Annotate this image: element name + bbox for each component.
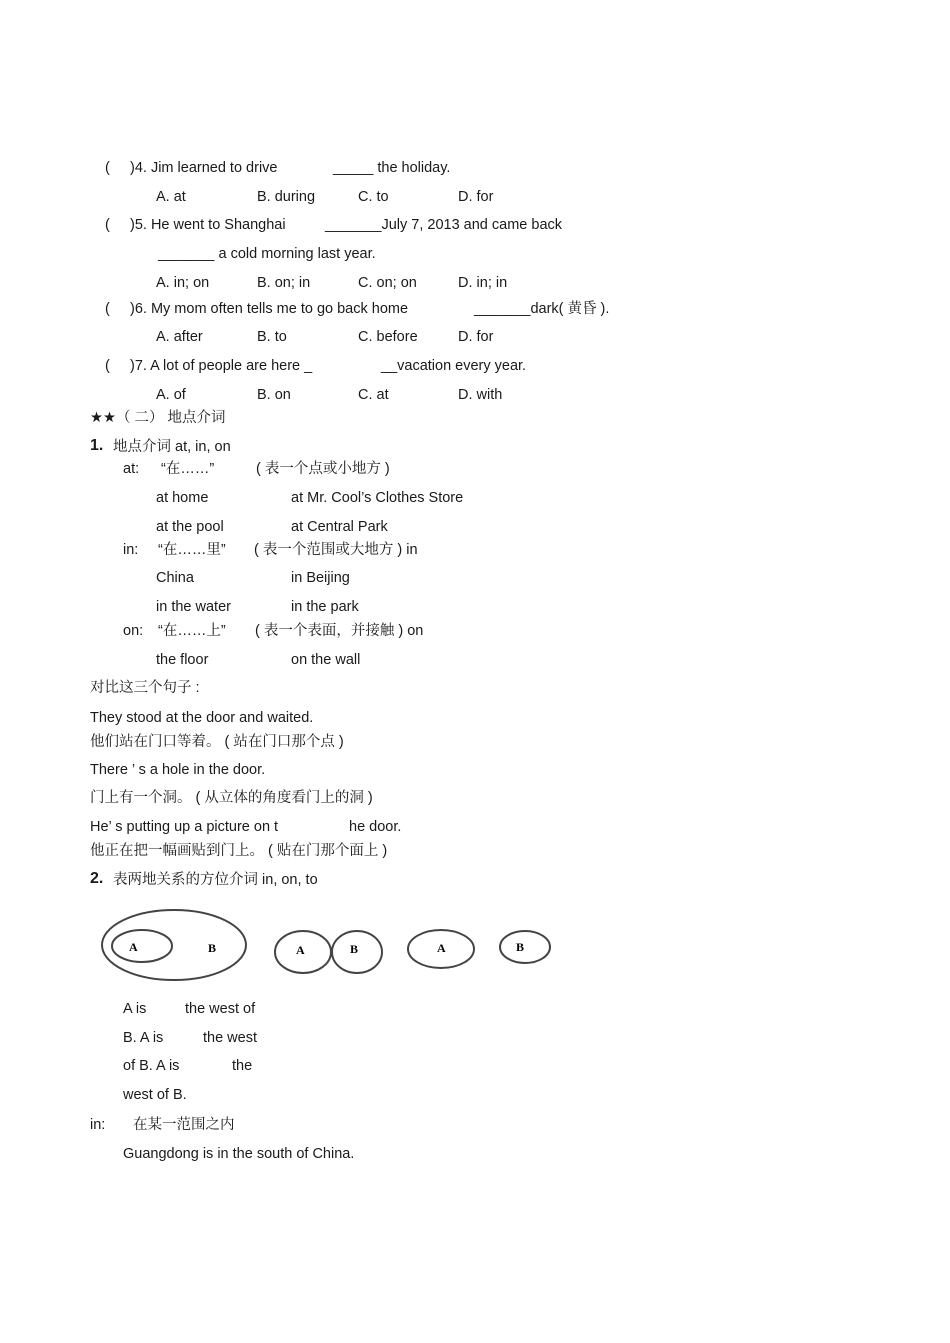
q4-stem: )4. Jim learned to drive [130, 160, 278, 176]
sentence-1-translation: 他们站在门口等着。 ( 站在门口那个点 ) [90, 734, 344, 750]
point2-title: 表两地关系的方位介词 in, on, to [113, 872, 318, 888]
diagram-to [408, 930, 550, 968]
q4-option-c: C. to [358, 189, 389, 205]
q5-stem-blank: _______July 7, 2013 and came back [325, 217, 563, 233]
q5-option-a: A. in; on [156, 275, 210, 291]
q4-stem-blank: _____ the holiday. [333, 160, 451, 176]
outer-ellipse-b [102, 910, 246, 980]
label-a: A [129, 940, 138, 954]
diagram-on [275, 931, 382, 973]
label-b: B [350, 942, 359, 956]
at-example-1a: at home [156, 490, 209, 506]
on-example-1b: on the wall [291, 652, 361, 668]
sentence-2-translation: 门上有一个洞。 ( 从立体的角度看门上的洞 ) [90, 790, 373, 806]
label-b: B [208, 941, 217, 955]
q5-option-c: C. on; on [358, 275, 417, 291]
q6-stem-blank: _______dark( 黄昏 ). [474, 301, 610, 317]
sentence-3-part2: he door. [349, 819, 402, 835]
q5-option-d: D. in; in [458, 275, 508, 291]
on-note: ( 表一个表面，并接触 ) on [255, 623, 424, 639]
q5-option-b: B. on; in [257, 275, 311, 291]
point2-number: 2. [90, 870, 104, 887]
sentence-2: There ’ s a hole in the door. [90, 762, 266, 778]
sentence-3-translation: 他正在把一幅画贴到门上。 ( 贴在门那个面上 ) [90, 843, 388, 859]
wrap-line-1b: the west of [185, 1001, 256, 1017]
in-def-label: in: [90, 1117, 106, 1133]
q7-option-a: A. of [156, 387, 186, 403]
wrap-line-2b: the west [203, 1030, 257, 1046]
sentence-3-part1: He’ s putting up a picture on t [90, 819, 279, 835]
sentence-1: They stood at the door and waited. [90, 710, 314, 726]
q6-paren: ( [105, 301, 110, 317]
in-example-2b: in the park [291, 599, 359, 615]
direction-diagram [95, 902, 565, 992]
wrap-line-3a: of B. A is [123, 1058, 180, 1074]
at-example-2a: at the pool [156, 519, 224, 535]
in-note: ( 表一个范围或大地方 ) in [254, 542, 418, 558]
on-meaning: “在……上” [158, 623, 226, 639]
q7-option-b: B. on [257, 387, 291, 403]
inner-ellipse-a [112, 930, 172, 962]
on-label: on: [123, 623, 144, 639]
label-a: A [437, 941, 446, 955]
q6-option-b: B. to [257, 329, 287, 345]
diagram-in [102, 910, 246, 980]
q4-paren: ( [105, 160, 110, 176]
q6-option-a: A. after [156, 329, 203, 345]
q6-option-c: C. before [358, 329, 418, 345]
on-example-1a: the floor [156, 652, 209, 668]
wrap-line-4a: west of B. [123, 1087, 187, 1103]
q7-paren: ( [105, 358, 110, 374]
at-example-2b: at Central Park [291, 519, 388, 535]
in-def-example: Guangdong is in the south of China. [123, 1146, 355, 1162]
circle-b [500, 931, 550, 963]
wrap-line-2a: B. A is [123, 1030, 164, 1046]
in-example-1b: in Beijing [291, 570, 350, 586]
at-example-1b: at Mr. Cool’s Clothes Store [291, 490, 464, 506]
wrap-line-3b: the [232, 1058, 253, 1074]
point1-number: 1. [90, 437, 104, 454]
q4-option-a: A. at [156, 189, 186, 205]
q6-stem: )6. My mom often tells me to go back home [130, 301, 409, 317]
q4-option-b: B. during [257, 189, 316, 205]
in-def-meaning: 在某一范围之内 [133, 1117, 235, 1133]
in-label: in: [123, 542, 139, 558]
q5-stem-cont: _______ a cold morning last year. [158, 246, 376, 262]
at-label: at: [123, 461, 140, 477]
q7-stem: )7. A lot of people are here _ [130, 358, 313, 374]
in-example-1a: China [156, 570, 194, 586]
label-a: A [296, 943, 305, 957]
q5-stem: )5. He went to Shanghai [130, 217, 286, 233]
q7-option-c: C. at [358, 387, 389, 403]
in-meaning: “在……里” [158, 542, 226, 558]
label-b: B [516, 940, 525, 954]
q5-paren: ( [105, 217, 110, 233]
q7-stem-blank: __vacation every year. [381, 358, 527, 374]
q6-option-d: D. for [458, 329, 494, 345]
q7-option-d: D. with [458, 387, 503, 403]
compare-title: 对比这三个句子 : [90, 680, 200, 696]
at-meaning: “在……” [161, 461, 215, 477]
section-heading: ★★（ 二） 地点介词 [90, 410, 226, 426]
in-example-2a: in the water [156, 599, 231, 615]
wrap-line-1a: A is [123, 1001, 147, 1017]
point1-title: 地点介词 at, in, on [113, 439, 231, 455]
at-note: ( 表一个点或小地方 ) [256, 461, 390, 477]
q4-option-d: D. for [458, 189, 494, 205]
